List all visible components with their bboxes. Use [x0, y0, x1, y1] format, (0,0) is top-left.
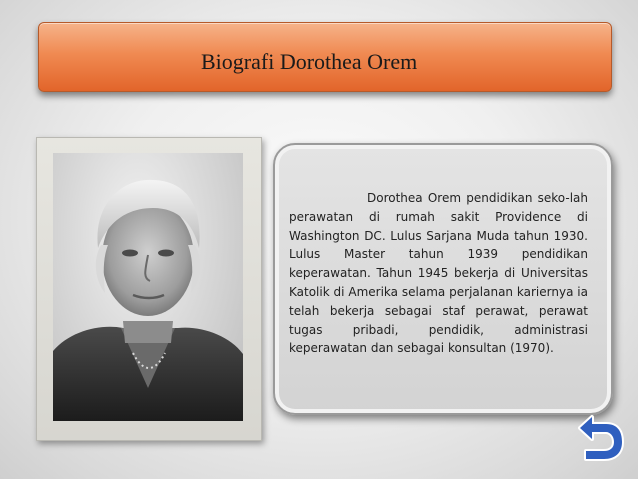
- return-button[interactable]: [576, 414, 628, 466]
- portrait-illustration: [53, 153, 243, 421]
- biography-text: Dorothea Orem pendidikan seko-lah perawatan di rumah sakit Providence di Washington DC. Lulus Sarjana Muda tahun 1930. Lulus Master tahun 1939 pendidikan keperawatan. Tahun 1945 bekerja di Universitas Katolik di Amerika selama perjalanan kariernya ia telah bekerja sebagai staf perawat, perawat tugas pribadi, pendidik, administrasi keperawatan dan sebagai konsultan (1970).: [289, 191, 588, 356]
- photo-frame: [36, 137, 262, 441]
- slide-title: Biografi Dorothea Orem: [201, 49, 418, 74]
- return-arrow-icon: [576, 414, 628, 466]
- portrait-photo: [53, 153, 243, 421]
